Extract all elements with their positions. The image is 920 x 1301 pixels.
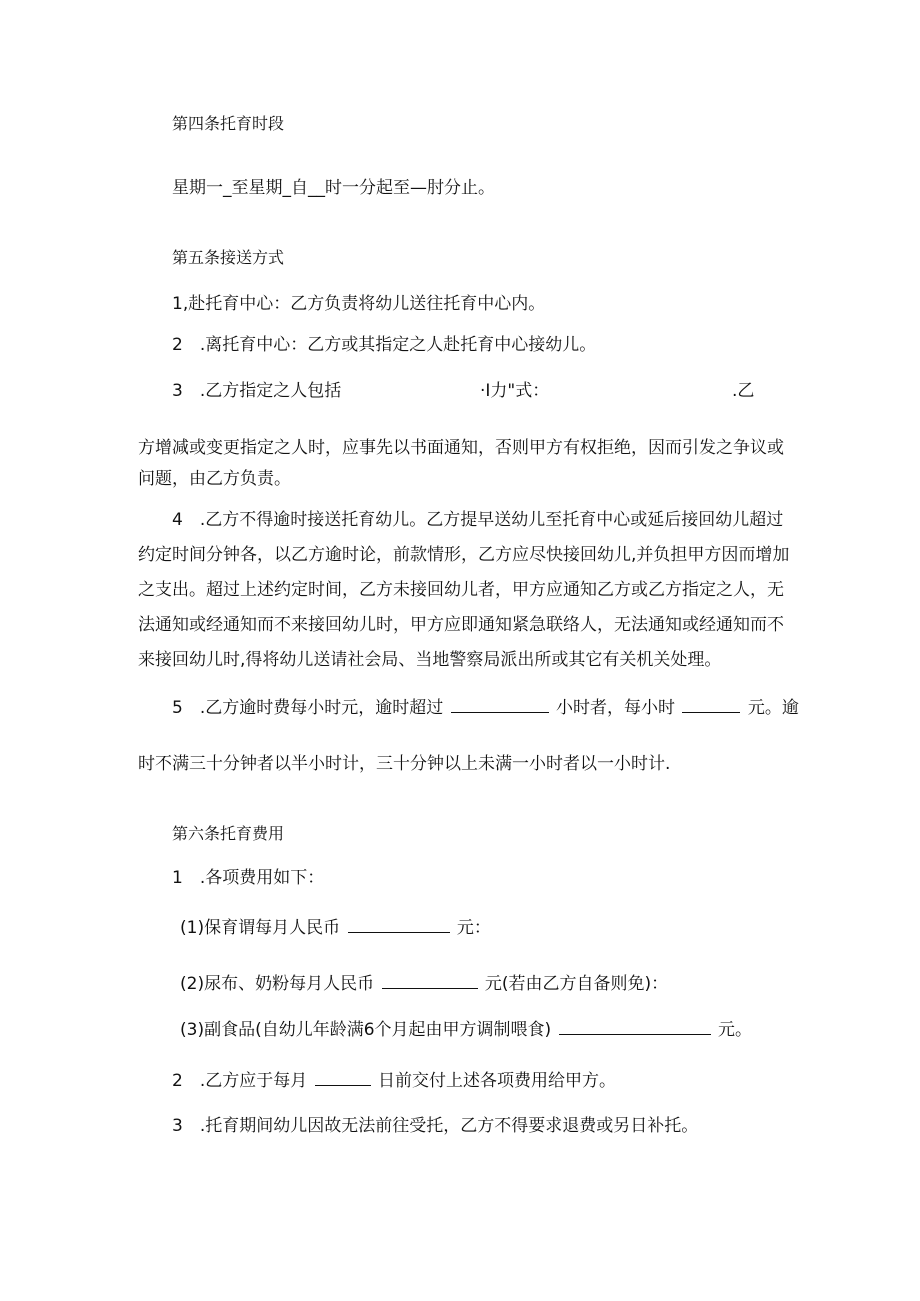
article-5-item-4-line-5: 来接回幼儿时,得将幼儿送请社会局、当地警察局派出所或其它有关机关处理。 <box>138 650 722 670</box>
hourly-fee-blank[interactable] <box>682 698 740 713</box>
item-5-text-a: 5 .乙方逾时费每小时元，逾时超过 <box>172 698 444 718</box>
fee-3-label: (3)副食品(自幼儿年龄满6个月起由甲方调制喂食) <box>180 1020 552 1040</box>
article-5-item-4-line-2: 约定时间分钟各，以乙方逾时论，前款情形，乙方应尽快接回幼儿,并负担甲方因而增加 <box>138 545 790 565</box>
article-5-item-3-line-2: 方增减或变更指定之人时，应事先以书面通知，否则甲方有权拒绝，因而引发之争议或 <box>138 438 784 458</box>
fee-1-label: (1)保育谓每月人民币 <box>180 918 341 938</box>
item-5-text-b: 小时者，每小时 <box>556 698 676 718</box>
item-5-text-c: 元。逾 <box>747 698 799 718</box>
article-6-item-1: 1 .各项费用如下： <box>172 868 325 888</box>
article-5-item-4-line-4: 法通知或经通知而不来接回幼儿时，甲方应即通知紧急联络人，无法通知或经通知而不 <box>138 615 784 635</box>
item-2-text-a: 2 .乙方应于每月 <box>172 1071 308 1091</box>
article-5-item-2: 2 .离托育中心：乙方或其指定之人赴托育中心接幼儿。 <box>172 335 597 355</box>
overtime-hours-blank[interactable] <box>451 698 549 713</box>
article-4-schedule: 星期一_至星期_自__时一分起至—肘分止。 <box>172 178 495 198</box>
childcare-fee-blank[interactable] <box>348 918 450 933</box>
item-2-text-b: 日前交付上述各项费用给甲方。 <box>378 1071 617 1091</box>
article-5-item-3-part-c: .乙 <box>732 381 755 401</box>
article-5-item-4-line-1: 4 .乙方不得逾时接送托育幼儿。乙方提早送幼儿至托育中心或延后接回幼儿超过 <box>172 510 784 530</box>
fee-1-line <box>180 918 491 937</box>
fee-2-unit: 元(若由乙方自备则免)： <box>484 974 669 994</box>
food-fee-blank[interactable] <box>559 1020 711 1035</box>
fee-3-unit: 元。 <box>717 1020 752 1040</box>
article-5-item-5-line-1 <box>172 698 799 717</box>
article-5-item-1: 1,赴托育中心：乙方负责将幼儿送往托育中心内。 <box>172 294 546 314</box>
article-5-item-3-part-b: ·I力"式： <box>480 381 550 401</box>
article-5-item-4-line-3: 之支出。超过上述约定时间，乙方未接回幼儿者，甲方应通知乙方或乙方指定之人，无 <box>138 580 784 600</box>
article-4-heading: 第四条托育时段 <box>172 114 285 133</box>
diaper-milk-fee-blank[interactable] <box>382 974 478 989</box>
article-6-item-3: 3 .托育期间幼儿因故无法前往受托，乙方不得要求退费或另日补托。 <box>172 1116 699 1136</box>
payment-day-blank[interactable] <box>315 1071 371 1086</box>
article-6-heading: 第六条托育费用 <box>172 824 285 843</box>
fee-2-label: (2)尿布、奶粉每月人民币 <box>180 974 375 994</box>
fee-1-unit: 元： <box>456 918 491 938</box>
fee-2-line <box>180 974 668 993</box>
article-5-heading: 第五条接送方式 <box>172 248 285 267</box>
article-5-item-3-part-a: 3 .乙方指定之人包括 <box>172 381 342 401</box>
fee-3-line <box>180 1020 752 1039</box>
article-5-item-5-line-2: 时不满三十分钟者以半小时计，三十分钟以上未满一小时者以一小时计. <box>138 754 671 774</box>
article-6-item-2 <box>172 1071 616 1090</box>
article-5-item-3-line-3: 问题，由乙方负责。 <box>138 469 291 489</box>
